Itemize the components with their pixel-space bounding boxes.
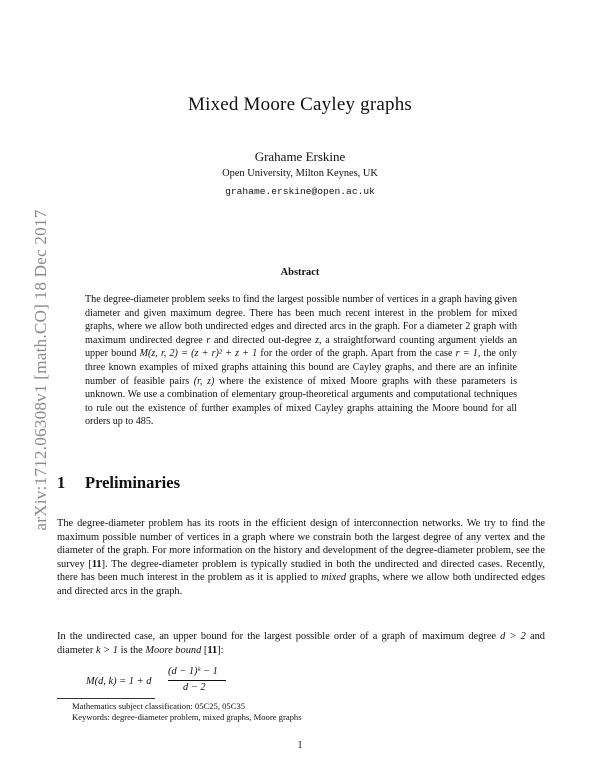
case-r-equals-1: r = 1 [455,348,478,360]
fraction-bar [168,680,226,681]
page-number: 1 [297,740,303,751]
footnote-msc: Mathematics subject classification: 05C25, 05C35 [72,701,246,711]
equation-numerator: (d − 1)ᵏ − 1 [168,666,218,677]
section-title: Preliminaries [85,473,181,492]
author-email: grahame.erskine@open.ac.uk [225,186,375,197]
emphasis-moore-bound: Moore bound [145,644,202,656]
section-heading-preliminaries [57,473,180,493]
body-paragraph-1: The degree-diameter problem has its roots in the efficient design of interconnection networks. We try to find the maximum possible number of vertices in a graph where we constrain both the largest degree of any vertex and the diameter of the graph. For more information on the history and development of the degree-diameter problem, see the survey [11]. The degree-diameter problem is typically studied in both the undirected and directed cases. Recently, there has been much interest in the problem as it is applied to mixed graphs, where we allow both undirected edges and directed arcs in the graph. [57,518,546,597]
moore-bound-formula: M(z, r, 2) = (z + r)² + z + 1 [139,348,258,360]
section-number: 1 [57,473,66,492]
moore-bound-equation [86,666,286,696]
feasible-pairs: (r, z) [193,375,215,387]
body-paragraph-2: In the undirected case, an upper bound for the largest possible order of a graph of maximum degree d > 2 and diameter k > 1 is the Moore bound [11]: [57,631,545,656]
citation-link[interactable]: 11 [207,644,218,656]
citation-link[interactable]: 11 [91,558,102,570]
footnote-divider [57,698,155,699]
footnote-keywords: Keywords: degree-diameter problem, mixed graphs, Moore graphs [72,712,302,722]
emphasis-mixed: mixed [321,572,347,584]
author-name: Grahame Erskine [254,149,346,164]
abstract-heading: Abstract [280,267,320,278]
var-r: r [206,334,211,346]
equation-denominator: d − 2 [183,682,206,693]
arxiv-identifier-stamp: arXiv:1712.06308v1 [math.CO] 18 Dec 2017 [31,209,50,531]
condition-k: k > 1 [95,644,118,656]
author-affiliation: Open University, Milton Keynes, UK [222,168,378,179]
equation-lhs: M(d, k) = 1 + d [86,676,152,687]
abstract-text: The degree-diameter problem seeks to find the largest possible number of vertices in a graph having given diameter and given maximum degree. There has been much recent interest in the problem for mixed graphs, where we allow both undirected edges and directed arcs in the graph. For a diameter 2 graph with maximum undirected degree r and directed out-degree z, a straightforward counting argument yields an upper bound M(z, r, 2) = (z + r)² + z + 1 for the order of the graph. Apart from the case r = 1, the only three known examples of mixed graphs attaining this bound are Cayley graphs, and there are an infinite number of feasible pairs (r, z) where the existence of mixed Moore graphs with these parameters is unknown. We use a combination of elementary group-theoretical arguments and computational techniques to rule out the existence of further examples of mixed Cayley graphs attaining the Moore bound for all orders up to 485. [85,294,518,428]
condition-d: d > 2 [500,631,526,642]
var-z: z [315,334,320,346]
paper-title: Mixed Moore Cayley graphs [188,94,412,115]
